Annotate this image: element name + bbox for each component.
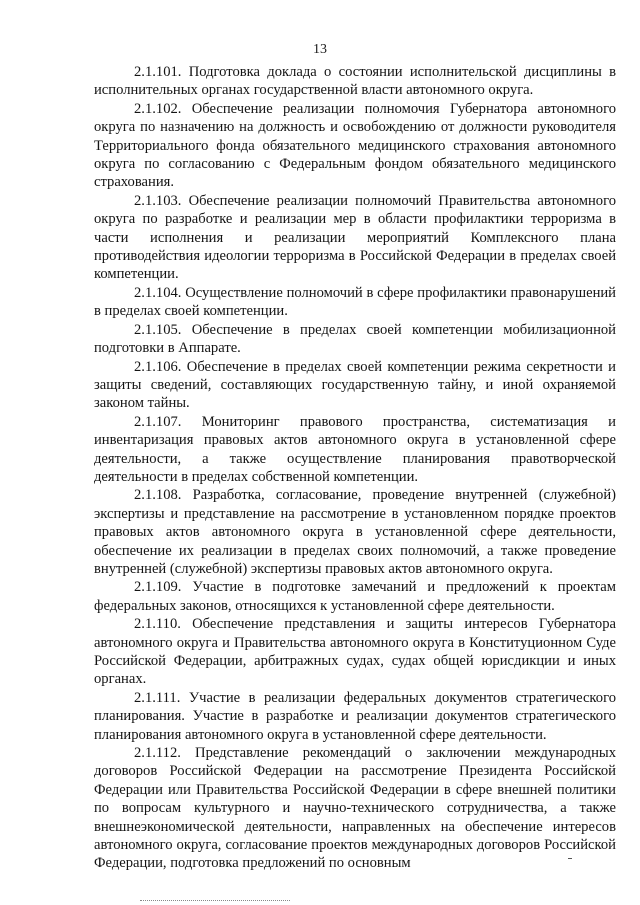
paragraph-2-1-111: 2.1.111. Участие в реализации федеральных документов стратегического планирования. Участие в разработке и реализации документов стратегического планирования автономного округа в установленной сфере деятельности.	[94, 689, 616, 743]
paragraph-2-1-110: 2.1.110. Обеспечение представления и защиты интересов Губернатора автономного округа и Правительства автономного округа в Конституционном Суде Российской Федерации, арбитражных судах, судах общей юрисдикции и иных органах.	[94, 616, 616, 688]
paragraph-2-1-102: 2.1.102. Обеспечение реализации полномочия Губернатора автономного округа по назначению на должность и освобождению от должности руководителя Территориального фонда обязательного медицинского страхования автономного округа по согласованию с Федеральным фондом обязательного медицинского страхования.	[94, 100, 616, 191]
paragraph-2-1-106: 2.1.106. Обеспечение в пределах своей компетенции режима секретности и защиты сведений, составляющих государственную тайну, и иной охраняемой законом тайны.	[94, 358, 616, 412]
paragraph-2-1-101: 2.1.101. Подготовка доклада о состоянии исполнительской дисциплины в исполнительных органах государственной власти автономного округа.	[94, 64, 616, 99]
scan-edge-line	[140, 900, 290, 902]
paragraph-2-1-107: 2.1.107. Мониторинг правового пространства, систематизация и инвентаризация правовых актов автономного округа в установленной сфере деятельности, а также осуществление планирования правотворческой деятельности в пределах собственной компетенции.	[94, 413, 616, 485]
scan-speck	[568, 858, 572, 859]
paragraph-2-1-104: 2.1.104. Осуществление полномочий в сфере профилактики правонарушений в пределах своей компетенции.	[94, 284, 616, 320]
page-number: 13	[313, 42, 327, 57]
paragraph-2-1-109: 2.1.109. Участие в подготовке замечаний и предложений к проектам федеральных законов, относящихся к установленной сфере деятельности.	[94, 579, 616, 614]
paragraph-2-1-108: 2.1.108. Разработка, согласование, проведение внутренней (служебной) экспертизы и представление на рассмотрение в установленном порядке проектов правовых актов автономного округа в установленной сфере деятельности, обеспечение их реализации в пределах своих полномочий, а также проведение внутренней (служебной) экспертизы правовых актов автономного округа.	[94, 487, 616, 577]
paragraph-2-1-112: 2.1.112. Представление рекомендаций о заключении международных договоров Российской Федерации на рассмотрение Президента Российской Федерации или Правительства Российской Федерации в сфере внешней политики по вопросам культурного и научно-технического сотрудничества, а также внешнеэкономической деятельности, направленных на обеспечение интересов автономного округа, согласование проектов международных договоров Российской Федерации, подготовка предложений по основным	[94, 745, 616, 872]
document-body	[94, 63, 616, 873]
paragraph-2-1-103: 2.1.103. Обеспечение реализации полномочий Правительства автономного округа по разработке и реализации мер в области профилактики терроризма в части исполнения и реализации мероприятий Комплексного плана противодействия идеологии терроризма в Российской Федерации в пределах своей компетенции.	[94, 192, 616, 283]
paragraph-2-1-105: 2.1.105. Обеспечение в пределах своей компетенции мобилизационной подготовки в Аппарате.	[94, 321, 616, 357]
